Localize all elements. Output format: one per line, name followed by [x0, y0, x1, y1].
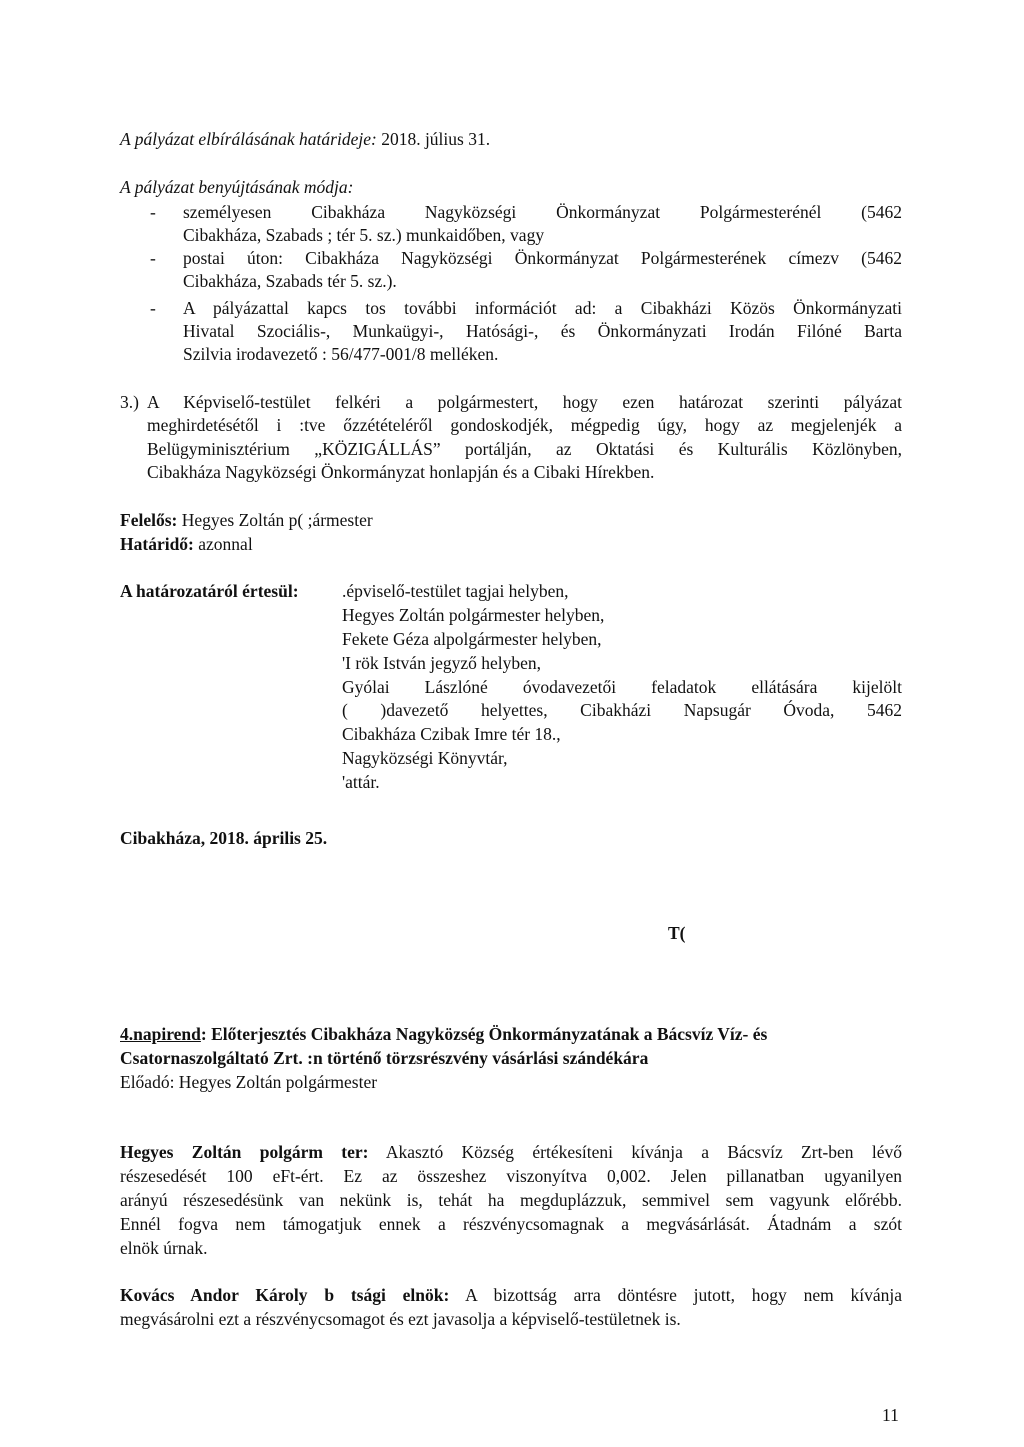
- notified-line: 'I rök István jegyző helyben,: [342, 653, 541, 673]
- notified-line: 'attár.: [342, 772, 380, 792]
- point3-line: Cibakháza Nagyközségi Önkormányzat honlapján és a Cibaki Hírekben.: [147, 462, 655, 482]
- point3-line: Belügyminisztérium „KÖZIGÁLLÁS” portálján, az Oktatási és Kulturális Közlönyben,: [147, 439, 902, 459]
- speech-text: A bizottság arra döntésre jutott, hogy nem kívánja: [449, 1285, 902, 1305]
- page-number: 11: [882, 1405, 899, 1425]
- speaker-name: Hegyes Zoltán polgárm ter:: [120, 1142, 369, 1162]
- agenda-title-line2: Csatornaszolgáltató Zrt. :n történő törzsrészvény vásárlási szándékára: [120, 1048, 649, 1068]
- agenda-title-line: [120, 1023, 767, 1045]
- speech-line: részesedését 100 eFt-ért. Ez az összeshez viszonyítva 0,002. Jelen pillanatban ugyanilyen: [120, 1166, 902, 1186]
- responsible-value: Hegyes Zoltán p( ;ármester: [181, 510, 373, 530]
- agenda-presenter: Előadó: Hegyes Zoltán polgármester: [120, 1072, 378, 1092]
- submission-label: A pályázat benyújtásának módja:: [120, 177, 354, 197]
- bullet-dash: -: [150, 202, 156, 222]
- submission-item-line: Hivatal Szociális-, Munkaügyi-, Hatósági-, és Önkormányzati Irodán Filóné Barta: [183, 321, 902, 341]
- deadline-line: [120, 128, 490, 150]
- submission-item-line: Cibakháza, Szabads ; tér 5. sz.) munkaidőben, vagy: [183, 225, 545, 245]
- deadline2-line: [120, 533, 253, 555]
- point3-line: A Képviselő-testület felkéri a polgármestert, hogy ezen határozat szerinti pályázat: [147, 392, 902, 412]
- bullet-dash: -: [150, 248, 156, 268]
- notified-line: Gyólai Lászlóné óvodavezetői feladatok ellátására kijelölt: [342, 677, 902, 697]
- submission-item-line: A pályázattal kapcs tos további információt ad: a Cibakházi Közös Önkormányzati: [183, 298, 902, 318]
- speech-line: megvásárolni ezt a részvénycsomagot és ezt javasolja a képviselő-testületnek is.: [120, 1309, 681, 1329]
- submission-item-line: Cibakháza, Szabads tér 5. sz.).: [183, 271, 397, 291]
- point-number: 3.): [120, 392, 139, 412]
- speech-text: Akasztó Község értékesíteni kívánja a Bácsvíz Zrt-ben lévő: [368, 1142, 903, 1162]
- speech-line: Ennél fogva nem támogatjuk ennek a részvénycsomagnak a megvásárlását. Átadnám a szót: [120, 1214, 902, 1234]
- speaker-name: Kovács Andor Károly b tsági elnök:: [120, 1285, 450, 1305]
- notified-line: Cibakháza Czibak Imre tér 18.,: [342, 724, 561, 744]
- notified-line: .épviselő-testület tagjai helyben,: [342, 581, 569, 601]
- agenda-title: : Előterjesztés Cibakháza Nagyközség Önkormányzatának a Bácsvíz Víz- és: [200, 1024, 768, 1044]
- speech-line: [120, 1284, 902, 1306]
- notified-line: ( )davezető helyettes, Cibakházi Napsugár Óvoda, 5462: [342, 700, 902, 720]
- speech-line: arányú részesedésünk van nekünk is, tehát ha megduplázzuk, semmivel sem vagyunk előrébb.: [120, 1190, 902, 1210]
- point3-line: meghirdetésétől i :tve őzzétételéről gondoskodjék, mégpedig úgy, hogy az megjelenjék a: [147, 415, 902, 435]
- speech-line: [120, 1141, 902, 1163]
- submission-item-line: Szilvia irodavezető : 56/477-001/8 melléken.: [183, 344, 499, 364]
- agenda-number: 4.napirend: [120, 1024, 201, 1044]
- deadline2-value: azonnal: [198, 534, 253, 554]
- deadline-label: A pályázat elbírálásának határideje:: [120, 129, 377, 149]
- notified-label: A határozatáról értesül:: [120, 581, 299, 601]
- notified-line: Fekete Géza alpolgármester helyben,: [342, 629, 602, 649]
- speech-line: elnök úrnak.: [120, 1238, 208, 1258]
- responsible-label: Felelős:: [120, 510, 178, 530]
- place-date: Cibakháza, 2018. április 25.: [120, 828, 328, 848]
- text-fragment: T(: [668, 923, 686, 943]
- notified-line: Nagyközségi Könyvtár,: [342, 748, 508, 768]
- deadline2-label: Határidő:: [120, 534, 194, 554]
- responsible-line: [120, 509, 373, 531]
- deadline-value: 2018. július 31.: [381, 129, 491, 149]
- submission-item-line: személyesen Cibakháza Nagyközségi Önkormányzat Polgármesterénél (5462: [183, 202, 902, 222]
- notified-line: Hegyes Zoltán polgármester helyben,: [342, 605, 605, 625]
- submission-item-line: postai úton: Cibakháza Nagyközségi Önkormányzat Polgármesterének címezv (5462: [183, 248, 902, 268]
- bullet-dash: -: [150, 298, 156, 318]
